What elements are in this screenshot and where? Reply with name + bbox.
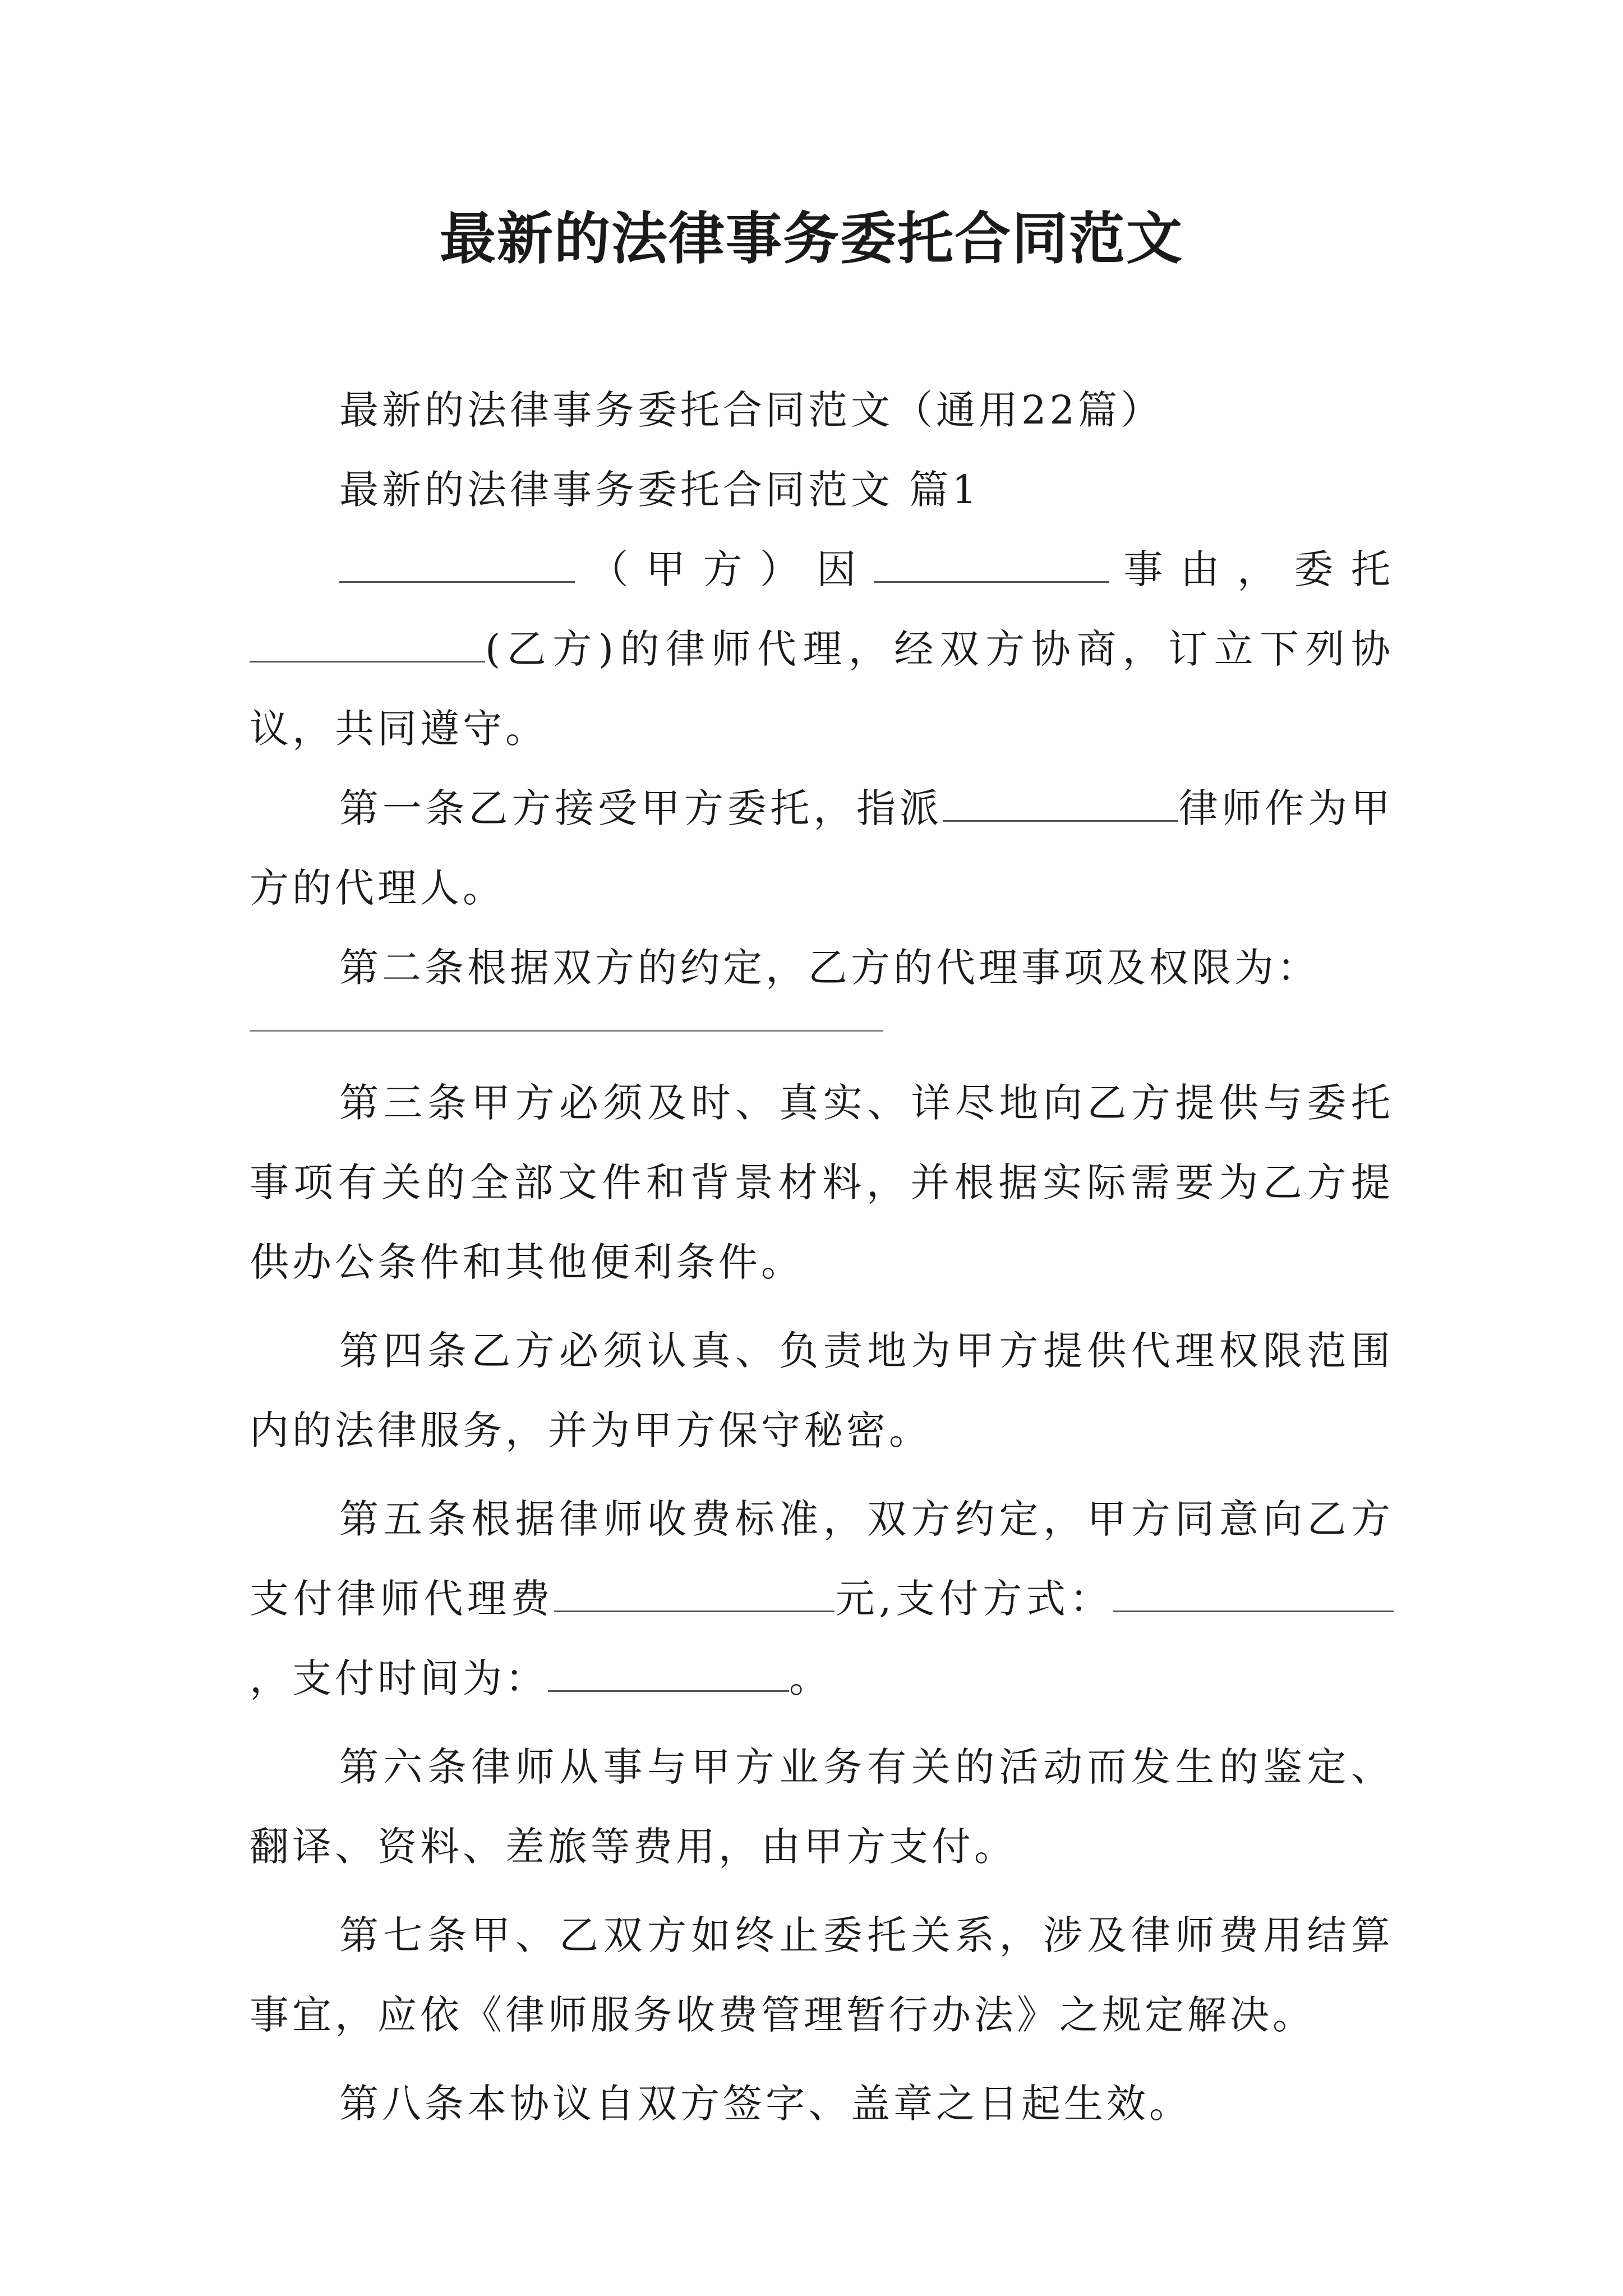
payment-time-blank bbox=[548, 1657, 789, 1692]
intro-party-b-text: (乙方)的律师代理，经双方协商，订立下列协议，共同遵守。 bbox=[250, 626, 1394, 752]
document-title: 最新的法律事务委托合同范文 bbox=[440, 205, 1183, 272]
party-a-blank bbox=[339, 547, 575, 583]
article-5-part3: ，支付时间为： bbox=[250, 1655, 548, 1701]
intro-party-a-text: （甲方）因 bbox=[575, 546, 874, 592]
article-4: 第四条乙方必须认真、负责地为甲方提供代理权限范围内的法律服务，并为甲方保守秘密。 bbox=[250, 1328, 1394, 1453]
article-5-part4: 。 bbox=[789, 1655, 832, 1701]
article-6: 第六条律师从事与甲方业务有关的活动而发生的鉴定、翻译、资料、差旅等费用，由甲方支付。 bbox=[250, 1744, 1394, 1870]
intro-reason-text: 事由，委托 bbox=[1109, 546, 1394, 592]
document-body bbox=[250, 370, 1394, 2143]
payment-method-blank bbox=[1113, 1577, 1394, 1612]
article-5 bbox=[250, 1479, 1394, 1718]
reason-blank bbox=[874, 547, 1109, 583]
subtitle: 最新的法律事务委托合同范文（通用22篇） bbox=[339, 387, 1164, 433]
authority-blank-line bbox=[250, 1030, 883, 1032]
article-7: 第七条甲、乙双方如终止委托关系，涉及律师费用结算事宜，应依《律师服务收费管理暂行办法》之规定解决。 bbox=[250, 1912, 1394, 2038]
lawyer-name-blank bbox=[943, 786, 1178, 822]
article-1-before: 第一条乙方接受甲方委托，指派 bbox=[339, 785, 943, 831]
fee-amount-blank bbox=[554, 1577, 834, 1612]
party-b-blank bbox=[250, 627, 485, 662]
section-heading: 最新的法律事务委托合同范文 篇1 bbox=[339, 467, 980, 513]
article-1-after: 律师作为甲方的代理人。 bbox=[250, 785, 1394, 911]
article-1 bbox=[250, 769, 1394, 928]
article-5-part1: 第五条根据律师收费标准，双方约定，甲方同意向乙方支付律师代理费 bbox=[250, 1496, 1394, 1622]
article-3: 第三条甲方必须及时、真实、详尽地向乙方提供与委托事项有关的全部文件和背景材料，并根据实际需要为乙方提供办公条件和其他便利条件。 bbox=[250, 1080, 1394, 1285]
article-2: 第二条根据双方的约定，乙方的代理事项及权限为： bbox=[339, 945, 1320, 991]
article-8: 第八条本协议自双方签字、盖章之日起生效。 bbox=[339, 2081, 1192, 2127]
intro-paragraph bbox=[250, 530, 1394, 769]
article-5-part2: 元,支付方式： bbox=[834, 1576, 1113, 1622]
